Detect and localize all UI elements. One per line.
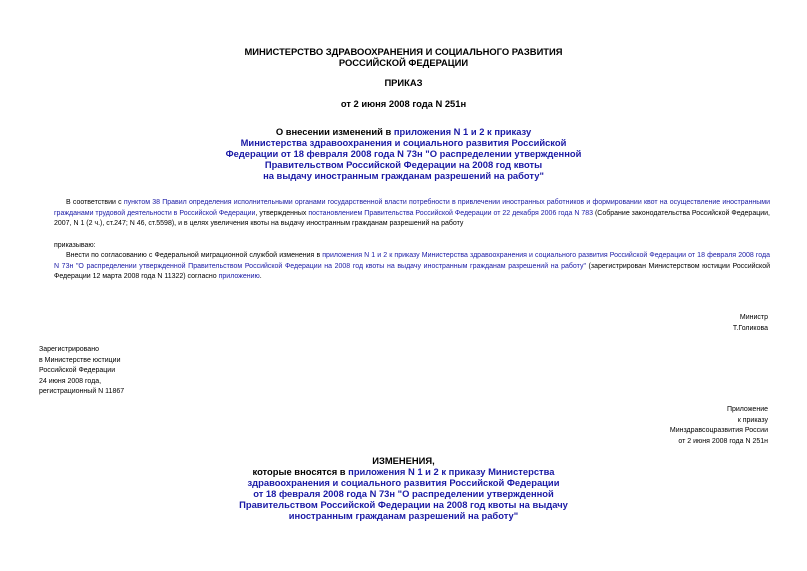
signature-block <box>733 313 768 334</box>
registration-line: Российской Федерации <box>39 367 116 374</box>
para-text: (Собрание законодательства Российской Федерации, 2007, N 1 (2 ч.), ст.247; N 46, ст.5598), и в целях увеличения квоты на выдачу иностранным гражданам разрешений на работу <box>54 209 770 227</box>
order-word: приказываю: <box>54 242 96 249</box>
title-line-1 <box>0 126 807 137</box>
decree-link[interactable]: постановлением Правительства Российской Федерации от 22 декабря 2006 года N 783 <box>308 209 594 217</box>
para-text: , утвержденных <box>255 209 309 217</box>
registration-line: регистрационный N 11867 <box>39 388 125 395</box>
title-line[interactable]: на выдачу иностранным гражданам разрешений на работу" <box>263 170 544 181</box>
registration-line: Зарегистрировано <box>39 346 99 353</box>
changes-line[interactable]: иностранным гражданам разрешений на работу" <box>288 510 519 521</box>
appendix-line: от 2 июня 2008 года N 251н <box>678 437 768 445</box>
changes-prefix: которые вносятся в <box>252 466 349 477</box>
doc-title <box>0 126 807 181</box>
doc-date: от 2 июня 2008 года N 251н <box>340 98 467 109</box>
signer-name: Т.Голикова <box>732 324 768 332</box>
doc-type: ПРИКАЗ <box>384 77 423 88</box>
rules-link[interactable]: пунктом 38 Правил определения исполнительными органами государственной власти потребности в привлечении иностранных работников и формировании квот на осуществление иностранными гражданами трудовой деятельности в Российской Федерации <box>54 199 770 217</box>
appendix-order-link[interactable]: приложения N 1 и 2 к приказу Министерства здравоохранения и социального развития Российской Федерации от 18 февраля 2008 года N 73н "О распределении утвержденной Правительством Российской Федерации на 2008 год квоты на выдачу иностранным гражданам разрешений на работу" <box>54 252 770 270</box>
appendix-line: к приказу <box>737 416 768 424</box>
registration-line: 24 июня 2008 года, <box>39 377 102 385</box>
changes-line-1 <box>0 466 807 477</box>
title-line[interactable]: Министерства здравоохранения и социального развития Российской <box>240 137 567 148</box>
changes-line[interactable]: от 18 февраля 2008 года N 73н "О распределении утвержденной <box>253 488 554 499</box>
ministry-line: МИНИСТЕРСТВО ЗДРАВООХРАНЕНИЯ И СОЦИАЛЬНОГО РАЗВИТИЯ <box>244 46 563 57</box>
changes-line[interactable]: здравоохранения и социального развития Российской Федерации <box>247 477 560 488</box>
preamble-paragraph <box>54 198 770 230</box>
changes-heading: ИЗМЕНЕНИЯ, <box>372 455 435 466</box>
para-text: . <box>259 273 262 280</box>
title-line[interactable]: Федерации от 18 февраля 2008 года N 73н "О распределении утвержденной <box>225 148 582 159</box>
title-line[interactable]: Правительством Российской Федерации на 2008 год квоты <box>264 159 543 170</box>
appendix-block <box>670 405 768 447</box>
para-text: В соответствии с <box>66 199 124 206</box>
changes-line[interactable]: Правительством Российской Федерации на 2008 год квоты на выдачу <box>239 499 568 510</box>
changes-link[interactable]: приложения N 1 и 2 к приказу Министерства <box>348 466 555 477</box>
attachment-link[interactable]: приложению <box>218 273 260 280</box>
title-prefix: О внесении изменений в <box>275 126 394 137</box>
para-text: Внести по согласованию с Федеральной миграционной службой изменения в <box>66 252 323 259</box>
para-text: (зарегистрирован Министерством юстиции Российской Федерации 12 марта 2008 года N 11322) согласно <box>54 262 770 280</box>
registration-line: в Министерстве юстиции <box>39 356 121 364</box>
changes-heading-block <box>0 455 807 521</box>
order-paragraph <box>54 251 770 283</box>
appendix-line: Минздравсоцразвития России <box>669 427 768 434</box>
signer-position: Министр <box>739 314 768 321</box>
title-link[interactable]: приложения N 1 и 2 к приказу <box>393 126 532 137</box>
registration-block <box>39 345 124 398</box>
appendix-line: Приложение <box>726 406 768 413</box>
ministry-line: РОССИЙСКОЙ ФЕДЕРАЦИИ <box>338 57 469 68</box>
ministry-name <box>0 46 807 68</box>
